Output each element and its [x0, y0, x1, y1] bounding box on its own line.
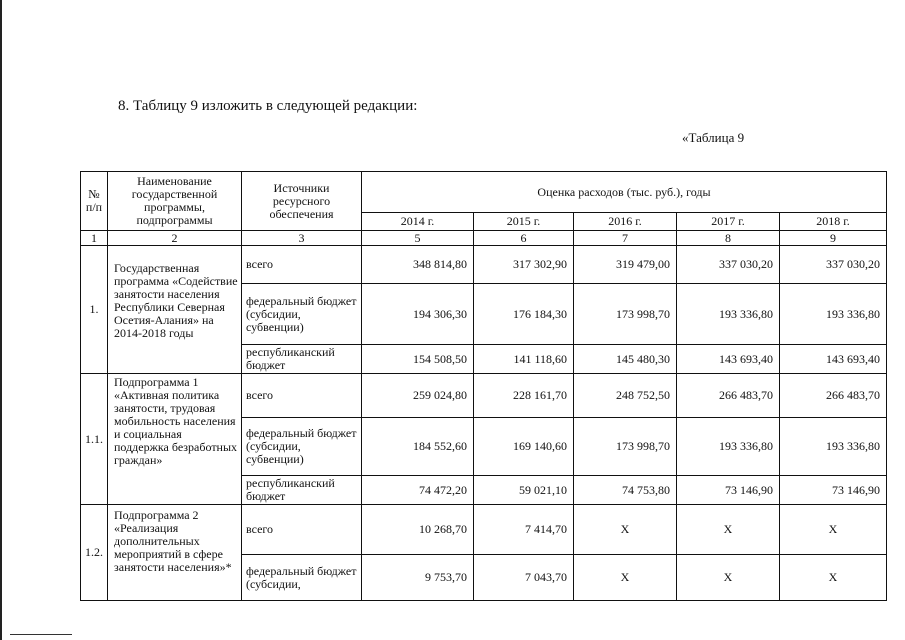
- value-cell: 145 480,30: [574, 345, 677, 374]
- column-number: 3: [242, 231, 362, 246]
- column-number: 6: [474, 231, 574, 246]
- value-cell: 259 024,80: [362, 374, 474, 418]
- header-year: 2014 г.: [362, 213, 474, 231]
- value-cell: 193 336,80: [780, 418, 887, 476]
- funding-source: федеральный бюджет (субсидии, субвенции): [242, 418, 362, 476]
- table-row: [81, 246, 887, 284]
- value-cell: 7 043,70: [474, 555, 574, 601]
- header-estimate: Оценка расходов (тыс. руб.), годы: [362, 172, 887, 213]
- value-cell: 73 146,90: [780, 476, 887, 505]
- value-cell: 173 998,70: [574, 284, 677, 345]
- value-cell: 10 268,70: [362, 505, 474, 555]
- column-number: 1: [81, 231, 108, 246]
- value-cell: 7 414,70: [474, 505, 574, 555]
- header-name: Наименование государственной программы, подпрограммы: [108, 172, 242, 231]
- header-row: [81, 172, 887, 213]
- value-cell: 143 693,40: [677, 345, 780, 374]
- column-number: 5: [362, 231, 474, 246]
- value-cell: 176 184,30: [474, 284, 574, 345]
- column-number: 9: [780, 231, 887, 246]
- value-cell: 248 752,50: [574, 374, 677, 418]
- program-name: Подпрограмма 1 «Активная политика занятости, трудовая мобильность населения и социальная поддержка безработных граждан»: [108, 374, 242, 505]
- value-cell: 169 140,60: [474, 418, 574, 476]
- table-caption: «Таблица 9: [682, 130, 745, 145]
- row-number: 1.1.: [81, 374, 108, 505]
- header-source: Источники ресурсного обеспечения: [242, 172, 362, 231]
- value-cell: 317 302,90: [474, 246, 574, 284]
- value-cell: 266 483,70: [677, 374, 780, 418]
- value-cell: X: [780, 505, 887, 555]
- column-number: 8: [677, 231, 780, 246]
- header-no: № п/п: [81, 172, 108, 231]
- expenditure-table: [80, 171, 887, 601]
- funding-source: республиканский бюджет: [242, 345, 362, 374]
- row-number: 1.: [81, 246, 108, 374]
- value-cell: 74 472,20: [362, 476, 474, 505]
- value-cell: 9 753,70: [362, 555, 474, 601]
- funding-source: федеральный бюджет (субсидии, субвенции): [242, 284, 362, 345]
- value-cell: 154 508,50: [362, 345, 474, 374]
- funding-source: всего: [242, 505, 362, 555]
- header-year: 2018 г.: [780, 213, 887, 231]
- value-cell: X: [677, 505, 780, 555]
- section-heading: 8. Таблицу 9 изложить в следующей редакции:: [118, 98, 418, 114]
- table-row: [81, 505, 887, 555]
- column-numbers-row: [81, 231, 887, 246]
- value-cell: 266 483,70: [780, 374, 887, 418]
- value-cell: 337 030,20: [780, 246, 887, 284]
- value-cell: X: [780, 555, 887, 601]
- page-edge-line: [0, 0, 2, 640]
- value-cell: 193 336,80: [677, 418, 780, 476]
- value-cell: 59 021,10: [474, 476, 574, 505]
- value-cell: 184 552,60: [362, 418, 474, 476]
- value-cell: 193 336,80: [780, 284, 887, 345]
- funding-source: республиканский бюджет: [242, 476, 362, 505]
- value-cell: X: [677, 555, 780, 601]
- program-name: Подпрограмма 2 «Реализация дополнительных мероприятий в сфере занятости населения»*: [108, 505, 242, 601]
- header-year: 2016 г.: [574, 213, 677, 231]
- header-year: 2015 г.: [474, 213, 574, 231]
- value-cell: 141 118,60: [474, 345, 574, 374]
- footer-rule: [10, 634, 72, 635]
- value-cell: 194 306,30: [362, 284, 474, 345]
- header-year: 2017 г.: [677, 213, 780, 231]
- value-cell: 348 814,80: [362, 246, 474, 284]
- funding-source: всего: [242, 374, 362, 418]
- column-number: 2: [108, 231, 242, 246]
- table-row: [81, 374, 887, 418]
- value-cell: 228 161,70: [474, 374, 574, 418]
- row-number: 1.2.: [81, 505, 108, 601]
- value-cell: 73 146,90: [677, 476, 780, 505]
- value-cell: 193 336,80: [677, 284, 780, 345]
- value-cell: 74 753,80: [574, 476, 677, 505]
- value-cell: 173 998,70: [574, 418, 677, 476]
- column-number: 7: [574, 231, 677, 246]
- value-cell: 319 479,00: [574, 246, 677, 284]
- value-cell: 143 693,40: [780, 345, 887, 374]
- value-cell: X: [574, 505, 677, 555]
- funding-source: федеральный бюджет (субсидии,: [242, 555, 362, 601]
- value-cell: 337 030,20: [677, 246, 780, 284]
- program-name: Государственная программа «Содействие занятости населения Республики Северная Осетия-Алания» на 2014-2018 годы: [108, 246, 242, 374]
- value-cell: X: [574, 555, 677, 601]
- funding-source: всего: [242, 246, 362, 284]
